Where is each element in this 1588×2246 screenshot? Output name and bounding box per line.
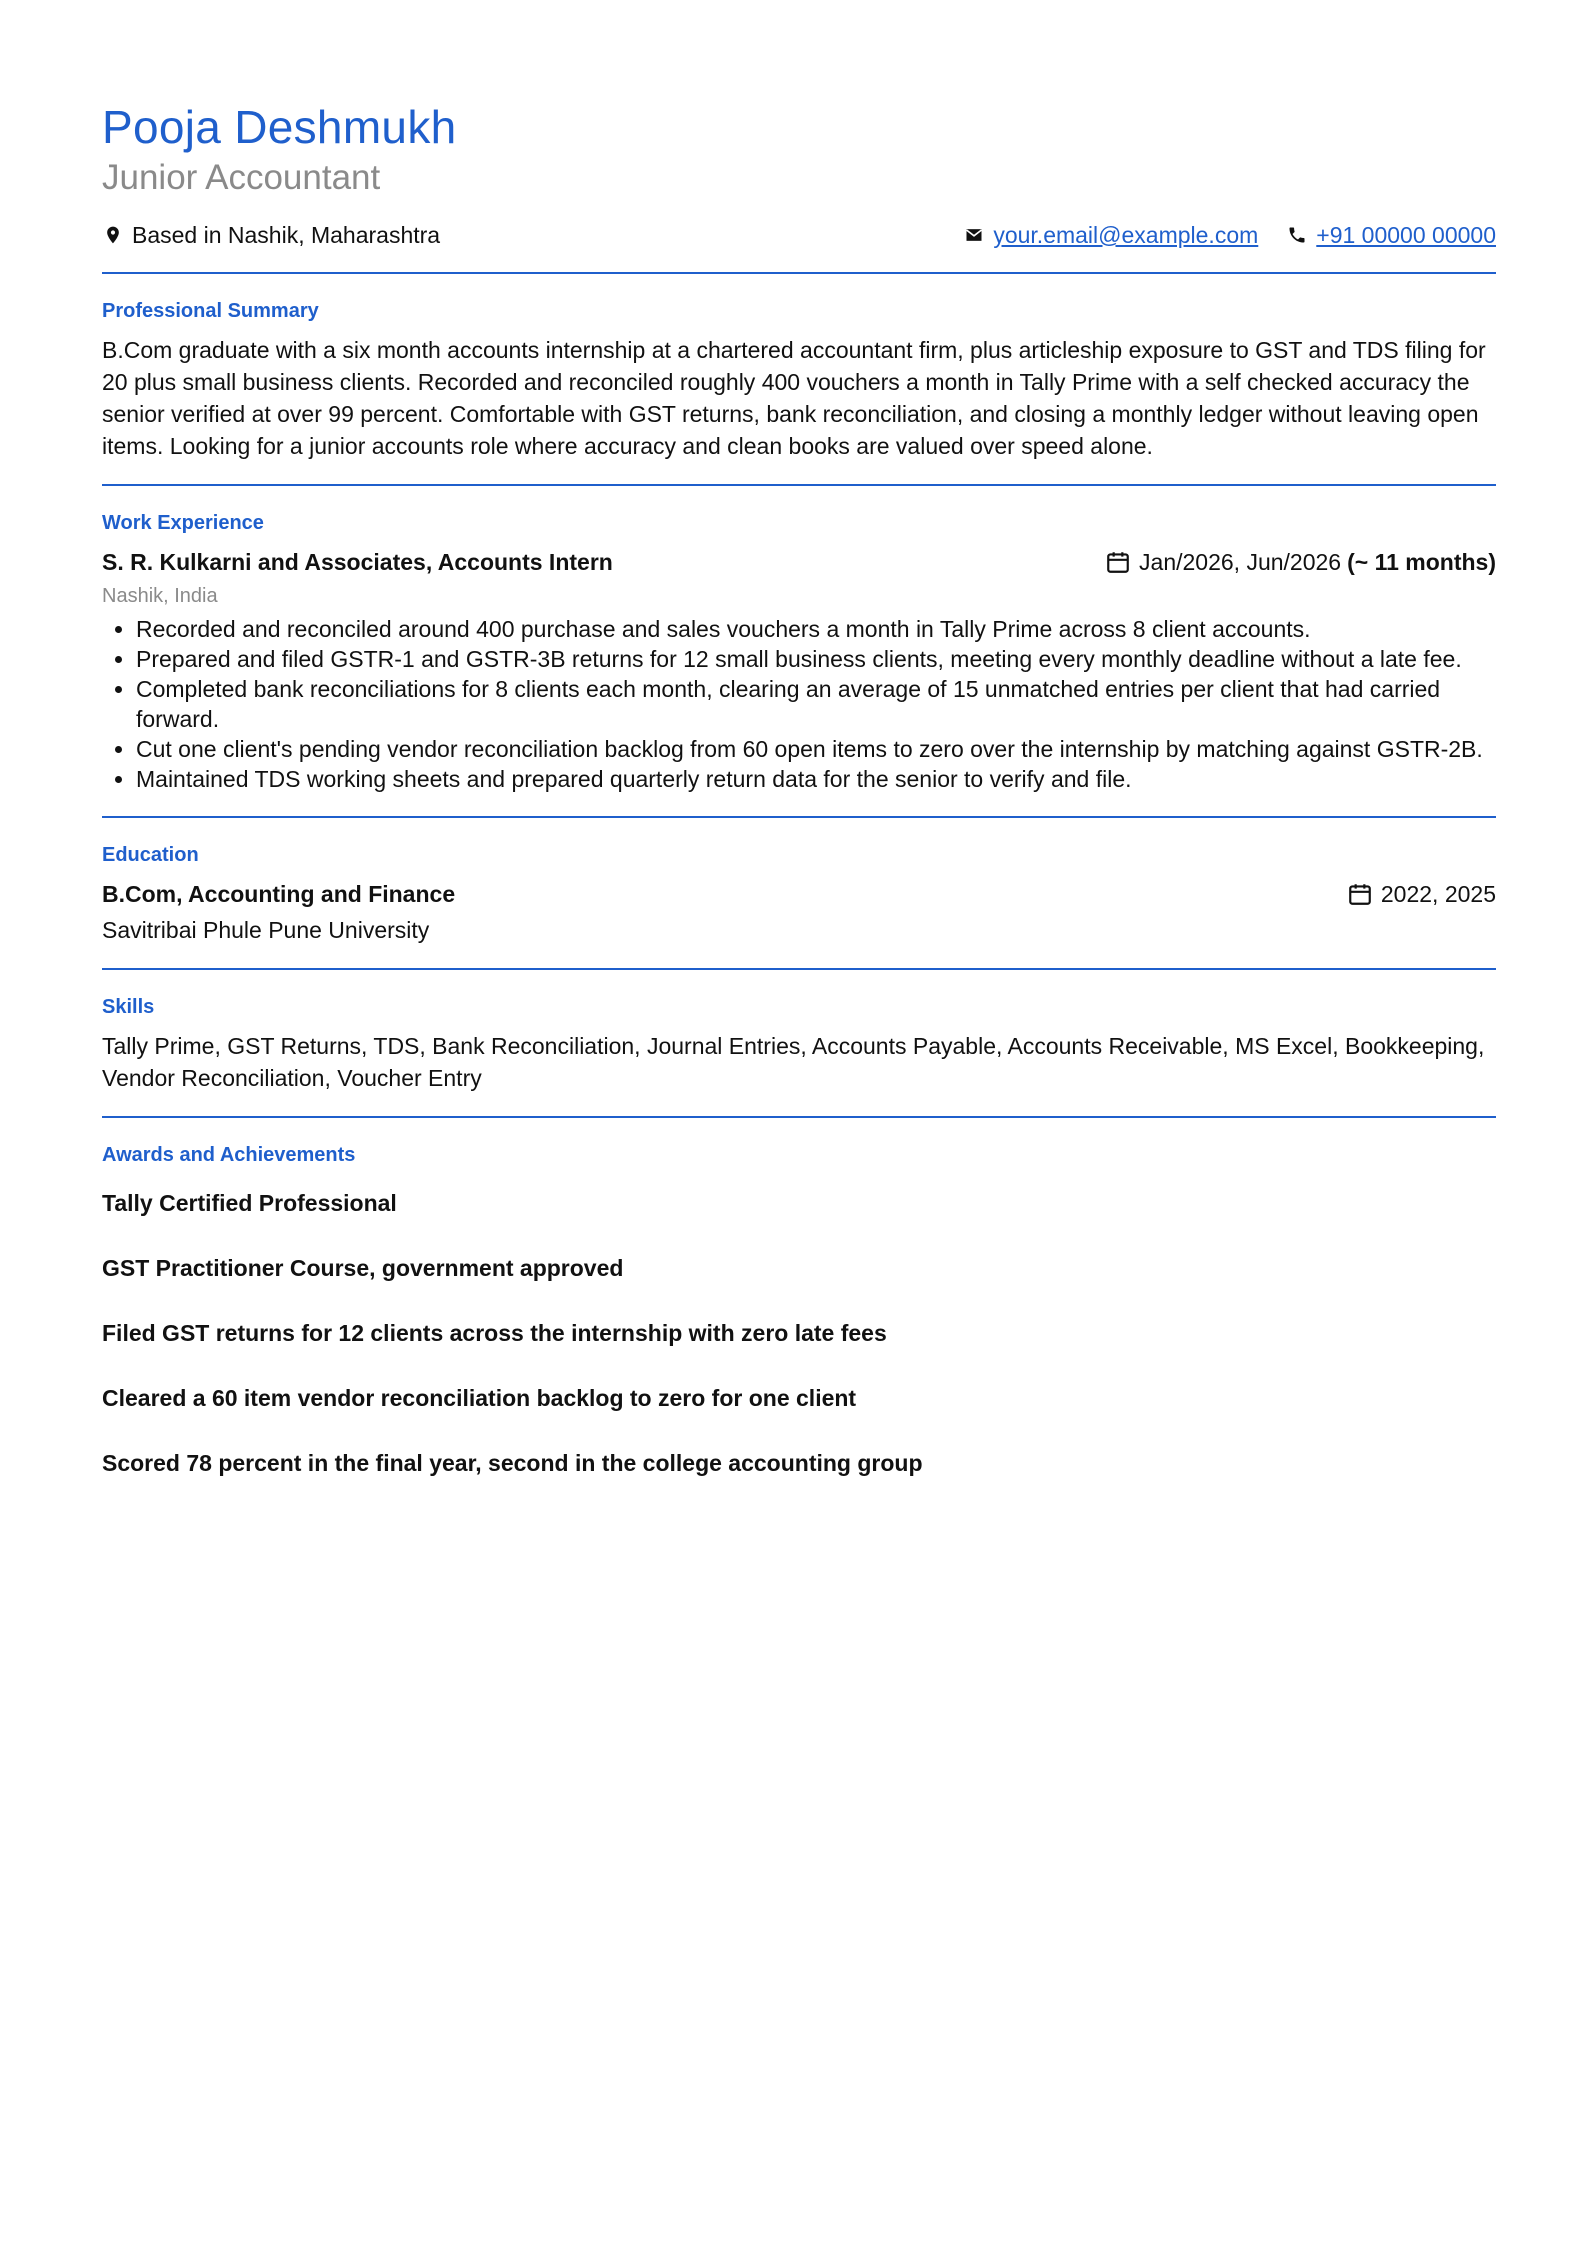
section-heading: Awards and Achievements: [102, 1144, 356, 1166]
skills-section: [102, 994, 1496, 1094]
degree-name: B.Com, Accounting and Finance: [102, 881, 456, 907]
section-heading: Professional Summary: [102, 300, 319, 322]
section-heading: Skills: [102, 996, 155, 1018]
experience-section: [102, 510, 1496, 794]
phone-link[interactable]: +91 00000 00000: [1316, 222, 1496, 248]
calendar-icon: [1105, 549, 1131, 575]
location-info: [102, 220, 440, 250]
education-header: [102, 878, 1496, 910]
list-item: • Maintained TDS working sheets and prepared quarterly return data for the senior to verify and file.: [136, 764, 1496, 794]
school-name: Savitribai Phule Pune University: [102, 917, 430, 943]
list-item: • Cut one client's pending vendor reconciliation backlog from 60 open items to zero over the internship by matching against GSTR-2B.: [136, 734, 1496, 764]
job-header: [102, 546, 1496, 578]
education-dates: [1347, 878, 1496, 910]
contact-row: [102, 220, 1496, 250]
envelope-icon: [963, 224, 985, 246]
education-date-range: 2022, 2025: [1380, 881, 1496, 907]
award-item: Tally Certified Professional: [102, 1190, 397, 1216]
email-link[interactable]: your.email@example.com: [993, 222, 1259, 248]
summary-section: [102, 298, 1496, 462]
job-role: Accounts Intern: [437, 549, 613, 575]
section-divider: [102, 968, 1496, 970]
location-text: Based in Nashik, Maharashtra: [132, 222, 441, 248]
award-item: Cleared a 60 item vendor reconciliation backlog to zero for one client: [102, 1385, 857, 1411]
phone-icon: [1286, 224, 1308, 246]
section-divider: [102, 272, 1496, 274]
job-title-line: [102, 546, 613, 578]
contact-links: [963, 220, 1496, 250]
award-item: Filed GST returns for 12 clients across the internship with zero late fees: [102, 1320, 887, 1346]
award-item: Scored 78 percent in the final year, second in the college accounting group: [102, 1450, 923, 1476]
summary-text: B.Com graduate with a six month accounts internship at a chartered accountant firm, plus articleship exposure to GST and TDS filing for 20 plus small business clients. Recorded and reconciled roughly 400 vouchers a month in Tally Prime with a self checked accuracy the senior verified at over 99 percent. Comfortable with GST returns, bank reconciliation, and closing a monthly ledger without leaving open items. Looking for a junior accounts role where accuracy and clean books are valued over speed alone.: [102, 337, 1486, 459]
awards-section: [102, 1142, 1496, 1478]
resume-page: [102, 98, 1496, 1513]
job-location: Nashik, India: [102, 585, 218, 607]
company-name: S. R. Kulkarni and Associates: [102, 549, 426, 575]
candidate-title: Junior Accountant: [102, 158, 381, 197]
calendar-icon: [1347, 881, 1373, 907]
section-heading: Education: [102, 844, 199, 866]
job-duration: (~ 11 months): [1347, 549, 1496, 575]
list-item: • Recorded and reconciled around 400 purchase and sales vouchers a month in Tally Prime across 8 client accounts.: [136, 614, 1496, 644]
section-divider: [102, 1116, 1496, 1118]
candidate-name: Pooja Deshmukh: [102, 101, 457, 153]
job-date-range: Jan/2026, Jun/2026: [1139, 549, 1342, 575]
list-item: • Completed bank reconciliations for 8 clients each month, clearing an average of 15 unmatched entries per client that had carried forward.: [136, 674, 1496, 734]
job-bullets: [102, 614, 1496, 794]
location-pin-icon: [102, 224, 124, 246]
list-item: • Prepared and filed GSTR-1 and GSTR-3B returns for 12 small business clients, meeting every monthly deadline without a late fee.: [136, 644, 1496, 674]
education-section: [102, 842, 1496, 946]
job-dates: [1105, 546, 1496, 578]
award-item: GST Practitioner Course, government approved: [102, 1255, 624, 1281]
section-divider: [102, 816, 1496, 818]
section-divider: [102, 484, 1496, 486]
separator: ,: [425, 549, 438, 575]
skills-text: Tally Prime, GST Returns, TDS, Bank Reconciliation, Journal Entries, Accounts Payable, Accounts Receivable, MS Excel, Bookkeeping, Vendor Reconciliation, Voucher Entry: [102, 1033, 1485, 1091]
section-heading: Work Experience: [102, 512, 264, 534]
